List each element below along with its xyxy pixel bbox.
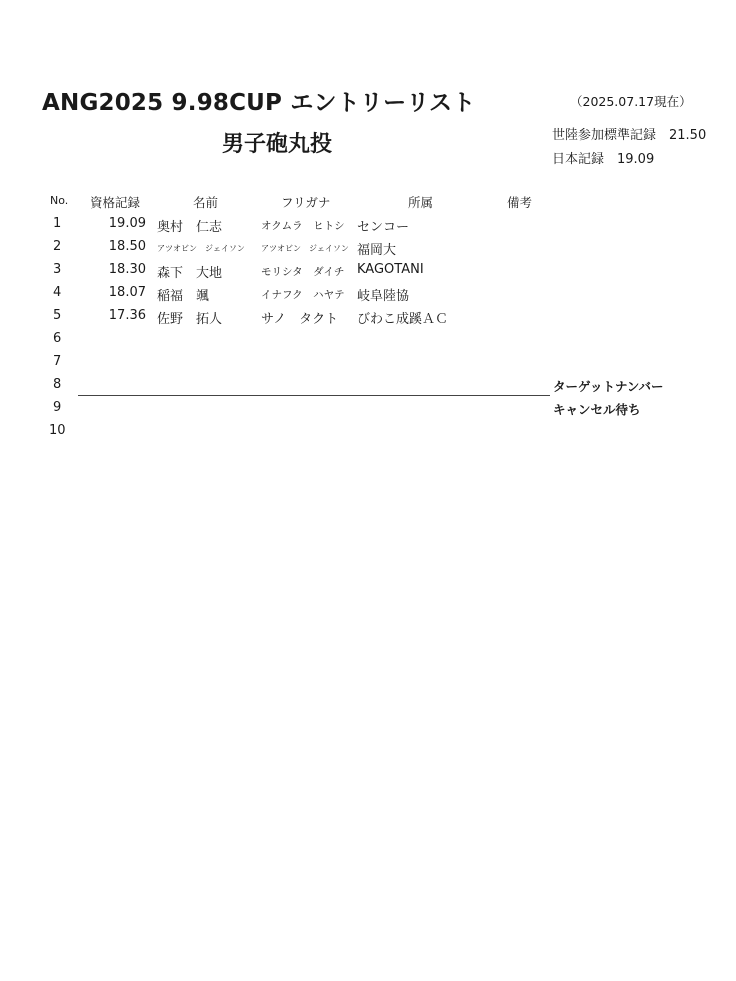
entry-team: 岐阜陸協 (357, 289, 410, 304)
entry-no: 3 (53, 262, 62, 277)
entry-team: センコー (357, 220, 410, 235)
entry-kana: モリシタ ダイチ (261, 266, 345, 278)
entry-name: 稲福 颯 (157, 289, 210, 304)
entry-record: 17.36 (108, 308, 146, 323)
cancel-wait-label: キャンセル待ち (553, 402, 641, 417)
entry-name: 森下 大地 (157, 266, 223, 281)
table-row (0, 239, 736, 261)
table-row (0, 423, 736, 445)
entry-name: アツオビン ジェイソン (157, 244, 245, 253)
entry-no: 5 (53, 308, 62, 323)
column-header-no: No. (50, 194, 69, 207)
entry-no: 4 (53, 285, 62, 300)
table-row (0, 285, 736, 307)
table-row (0, 216, 736, 238)
column-header-note: 備考 (507, 195, 533, 210)
entry-no: 2 (53, 239, 62, 254)
entry-name: 奥村 仁志 (157, 220, 223, 235)
target-number-divider (78, 395, 550, 396)
entry-no: 6 (53, 331, 62, 346)
entry-no: 1 (53, 216, 62, 231)
entry-kana: サノ タクト (261, 312, 339, 327)
column-header-kana: フリガナ (281, 195, 331, 210)
target-number-label: ターゲットナンバー (553, 379, 664, 394)
table-row (0, 331, 736, 353)
entry-kana: アツオビン ジェイソン (261, 244, 349, 253)
entry-record: 18.07 (108, 285, 146, 300)
entry-team: KAGOTANI (357, 262, 424, 277)
page-title: ANG2025 9.98CUP エントリーリスト (42, 90, 476, 116)
entry-kana: イナフク ハヤテ (261, 289, 345, 301)
table-row (0, 262, 736, 284)
entry-no: 10 (49, 423, 66, 438)
event-name: 男子砲丸投 (222, 132, 333, 157)
entry-record: 19.09 (108, 216, 146, 231)
entry-record: 18.30 (108, 262, 146, 277)
column-header-name: 名前 (193, 195, 219, 210)
entry-no: 8 (53, 377, 62, 392)
entry-kana: オクムラ ヒトシ (261, 220, 345, 232)
entry-record: 18.50 (108, 239, 146, 254)
standard-record: 世陸参加標準記録 21.50 (552, 128, 707, 143)
national-record: 日本記録 19.09 (552, 152, 655, 167)
entry-name: 佐野 拓人 (157, 312, 223, 327)
table-row (0, 354, 736, 376)
column-header-record: 資格記録 (90, 195, 141, 210)
as-of-date: （2025.07.17現在） (570, 94, 692, 109)
entry-no: 9 (53, 400, 62, 415)
entry-team: びわこ成蹊ＡＣ (357, 312, 449, 327)
column-header-team: 所属 (408, 195, 434, 210)
entry-team: 福岡大 (357, 243, 397, 258)
entry-no: 7 (53, 354, 62, 369)
table-row (0, 308, 736, 330)
